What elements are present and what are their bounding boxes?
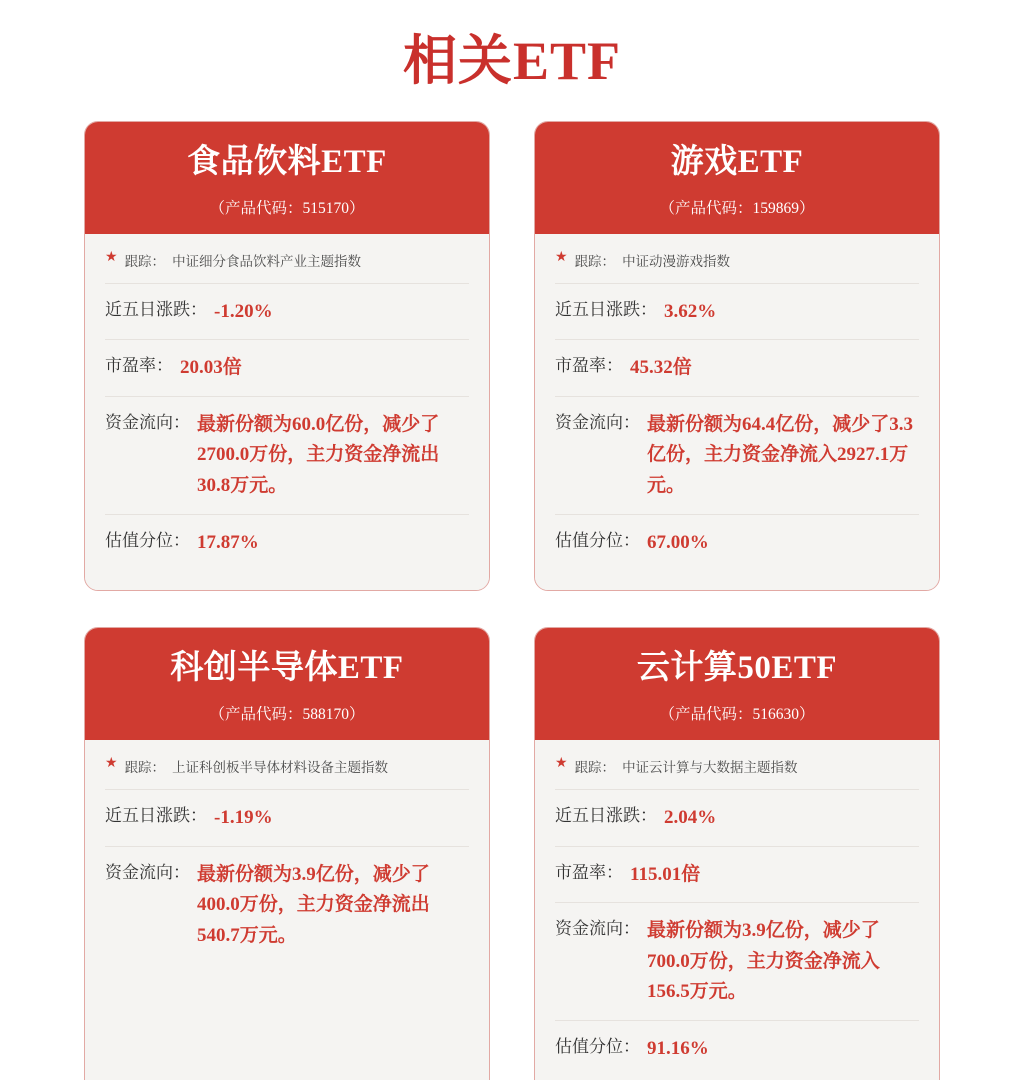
metric-fund-flow [555, 903, 919, 1021]
metric-valuation [555, 1021, 919, 1076]
star-icon: ★ [105, 249, 118, 265]
etf-code: （产品代码：516630） [659, 706, 815, 724]
metric-change5d [105, 284, 469, 340]
etf-card-header [535, 628, 939, 740]
etf-code: （产品代码：588170） [209, 706, 365, 724]
etf-card[interactable] [534, 121, 940, 591]
etf-card[interactable] [534, 627, 940, 1080]
tracking-index-row [105, 250, 469, 284]
metric-valuation [555, 515, 919, 570]
metric-label: 资金流向： [555, 412, 640, 432]
etf-card[interactable] [84, 121, 490, 591]
metric-label: 资金流向： [105, 862, 190, 882]
etf-card-header [85, 628, 489, 740]
metric-label: 估值分位： [105, 530, 190, 550]
metric-pe [555, 340, 919, 396]
etf-name: 科创半导体ETF [170, 650, 404, 687]
metric-label: 市盈率： [555, 356, 623, 376]
etf-card[interactable] [84, 627, 490, 1080]
etf-card-body [535, 740, 939, 1080]
etf-card-header [535, 122, 939, 234]
etf-code: （产品代码：515170） [209, 199, 365, 217]
star-icon: ★ [555, 249, 568, 265]
metric-value: 最新份额为3.9亿份，减少了700.0万份，主力资金净流入156.5万元。 [647, 920, 880, 1003]
etf-card-body [85, 740, 489, 1080]
star-icon: ★ [105, 756, 118, 772]
metric-value: 20.03倍 [180, 357, 242, 379]
etf-card-body [535, 234, 939, 590]
tracking-label: 跟踪： [574, 253, 616, 269]
tracking-index: 中证云计算与大数据主题指数 [622, 760, 798, 776]
metric-label: 近五日涨跌： [555, 299, 657, 319]
metric-value: -1.20% [214, 300, 273, 322]
metric-label: 资金流向： [555, 919, 640, 939]
metric-label: 估值分位： [555, 530, 640, 550]
tracking-index: 上证科创板半导体材料设备主题指数 [172, 760, 389, 776]
metric-fund-flow [105, 847, 469, 964]
metric-fund-flow [105, 397, 469, 515]
metric-fund-flow [555, 397, 919, 515]
metric-change5d [555, 790, 919, 846]
etf-card-grid [0, 121, 1024, 1080]
tracking-index-row [105, 756, 469, 790]
metric-value: -1.19% [214, 807, 273, 829]
tracking-label: 跟踪： [124, 760, 166, 776]
etf-name: 食品饮料ETF [187, 144, 387, 180]
metric-value: 91.16% [647, 1038, 709, 1060]
page-title: 相关ETF [402, 31, 622, 91]
metric-valuation [105, 515, 469, 570]
metric-value: 115.01倍 [630, 863, 701, 885]
etf-card-header [85, 122, 489, 234]
metric-value: 最新份额为64.4亿份，减少了3.3亿份，主力资金净流入2927.1万元。 [647, 413, 914, 496]
metric-label: 市盈率： [555, 862, 623, 882]
metric-label: 近五日涨跌： [105, 299, 207, 319]
metric-value: 17.87% [197, 531, 259, 553]
tracking-index-row [555, 756, 919, 790]
etf-name: 云计算50ETF [636, 650, 838, 687]
metric-label: 近五日涨跌： [105, 806, 207, 826]
tracking-label: 跟踪： [574, 760, 616, 776]
metric-label: 市盈率： [105, 356, 173, 376]
metric-label: 估值分位： [555, 1037, 640, 1057]
metric-label: 资金流向： [105, 412, 190, 432]
tracking-index: 中证细分食品饮料产业主题指数 [172, 253, 362, 269]
star-icon: ★ [555, 756, 568, 772]
tracking-index-row [555, 250, 919, 284]
metric-value: 最新份额为60.0亿份，减少了2700.0万份，主力资金净流出30.8万元。 [197, 413, 440, 496]
metric-change5d [555, 284, 919, 340]
metric-change5d [105, 790, 469, 846]
tracking-index: 中证动漫游戏指数 [622, 253, 731, 269]
metric-pe [105, 340, 469, 396]
metric-value: 67.00% [647, 531, 709, 553]
tracking-label: 跟踪： [124, 253, 166, 269]
metric-pe [555, 847, 919, 903]
metric-label: 近五日涨跌： [555, 806, 657, 826]
metric-value: 45.32倍 [630, 357, 692, 379]
etf-name: 游戏ETF [670, 144, 804, 180]
metric-value: 2.04% [664, 807, 717, 829]
metric-value: 最新份额为3.9亿份，减少了400.0万份，主力资金净流出540.7万元。 [197, 863, 430, 946]
etf-code: （产品代码：159869） [659, 199, 815, 217]
metric-value: 3.62% [664, 300, 717, 322]
etf-card-body [85, 234, 489, 590]
